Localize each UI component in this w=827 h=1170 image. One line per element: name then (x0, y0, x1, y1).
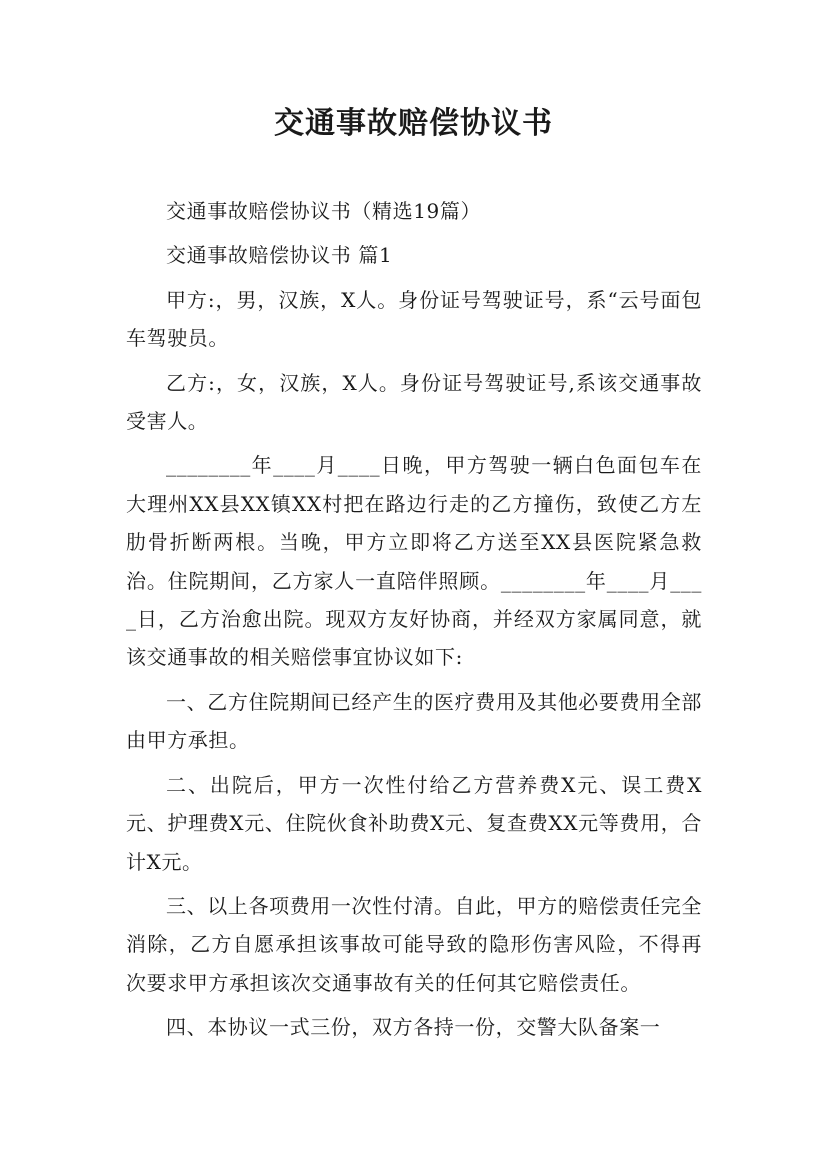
paragraph-section-heading: 交通事故赔偿协议书 篇1 (166, 243, 393, 268)
paragraph-party-b: 乙方:，女，汉族，X人。身份证号驾驶证号,系该交通事故受害人。 (126, 370, 702, 434)
paragraph-clause-4: 四、本协议一式三份，双方各持一份，交警大队备案一 (166, 1015, 661, 1040)
paragraph-subtitle: 交通事故赔偿协议书（精选19篇） (166, 199, 482, 223)
paragraph-clause-1: 一、乙方住院期间已经产生的医疗费用及其他必要费用全部由甲方承担。 (126, 689, 702, 753)
document-title: 交通事故赔偿协议书 (274, 106, 553, 141)
paragraph-clause-2: 二、出院后，甲方一次性付给乙方营养费X元、误工费X元、护理费X元、住院伙食补助费X元、复查费XX元等费用，合计X元。 (126, 772, 702, 874)
paragraph-party-a: 甲方:，男，汉族，X人。身份证号驾驶证号，系“云号面包车驾驶员。 (126, 287, 702, 351)
paragraph-clause-3: 三、以上各项费用一次性付清。自此，甲方的赔偿责任完全消除，乙方自愿承担该事故可能导致的隐形伤害风险，不得再次要求甲方承担该次交通事故有关的任何其它赔偿责任。 (126, 893, 702, 995)
document-body (126, 192, 702, 1053)
paragraph-incident: ________年____月____日晚，甲方驾驶一辆白色面包车在大理州XX县XX镇XX村把在路边行走的乙方撞伤，致使乙方左肋骨折断两根。当晚，甲方立即将乙方送至XX县医院紧急救治。住院期间，乙方家人一直陪伴照顾。________年____月____日，乙方治愈出院。现双方友好协商，并经双方家属同意，就该交通事故的相关赔偿事宜协议如下: (126, 453, 702, 670)
